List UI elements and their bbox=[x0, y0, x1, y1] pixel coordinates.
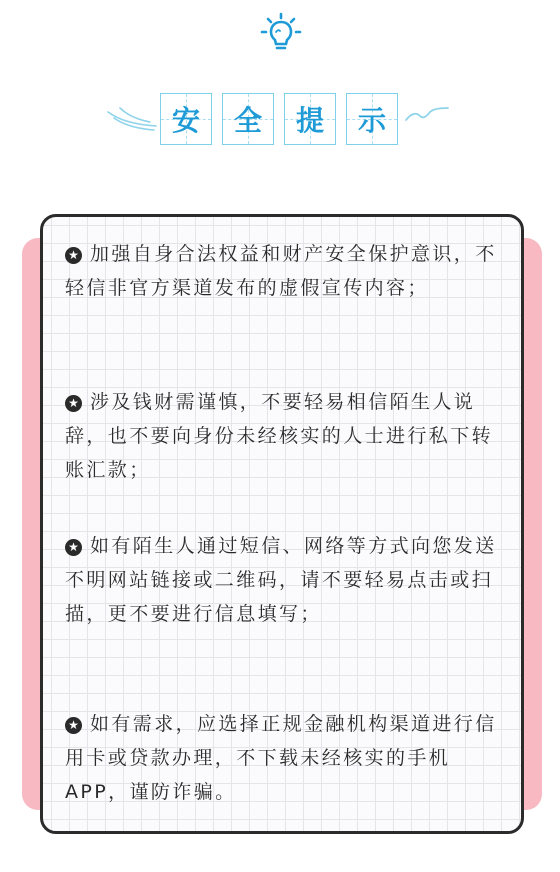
tip-item bbox=[65, 237, 505, 305]
star-bullet-icon: ★ bbox=[65, 539, 82, 556]
star-bullet-icon: ★ bbox=[65, 717, 82, 734]
title-char-box: 示 bbox=[346, 93, 398, 145]
title-char-box: 全 bbox=[222, 93, 274, 145]
swoosh-decoration-icon bbox=[106, 104, 158, 134]
tip-item bbox=[65, 529, 505, 631]
title-char-box: 提 bbox=[284, 93, 336, 145]
tip-item bbox=[65, 707, 505, 809]
tip-item bbox=[65, 385, 505, 487]
star-bullet-icon: ★ bbox=[65, 395, 82, 412]
title-char-box: 安 bbox=[160, 93, 212, 145]
tip-text: 加强自身合法权益和财产安全保护意识，不轻信非官方渠道发布的虚假宣传内容； bbox=[65, 243, 497, 299]
tip-text: 如有陌生人通过短信、网络等方式向您发送不明网站链接或二维码，请不要轻易点击或扫描，更不要进行信息填写； bbox=[65, 535, 497, 625]
tips-card bbox=[40, 214, 524, 834]
tip-text: 如有需求，应选择正规金融机构渠道进行信用卡或贷款办理，不下载未经核实的手机APP，谨防诈骗。 bbox=[65, 713, 497, 803]
tip-text: 涉及钱财需谨慎，不要轻易相信陌生人说辞，也不要向身份未经核实的人士进行私下转账汇款； bbox=[65, 391, 494, 481]
lightbulb-icon bbox=[258, 12, 304, 54]
swoosh-decoration-icon bbox=[404, 104, 450, 126]
star-bullet-icon: ★ bbox=[65, 247, 82, 264]
